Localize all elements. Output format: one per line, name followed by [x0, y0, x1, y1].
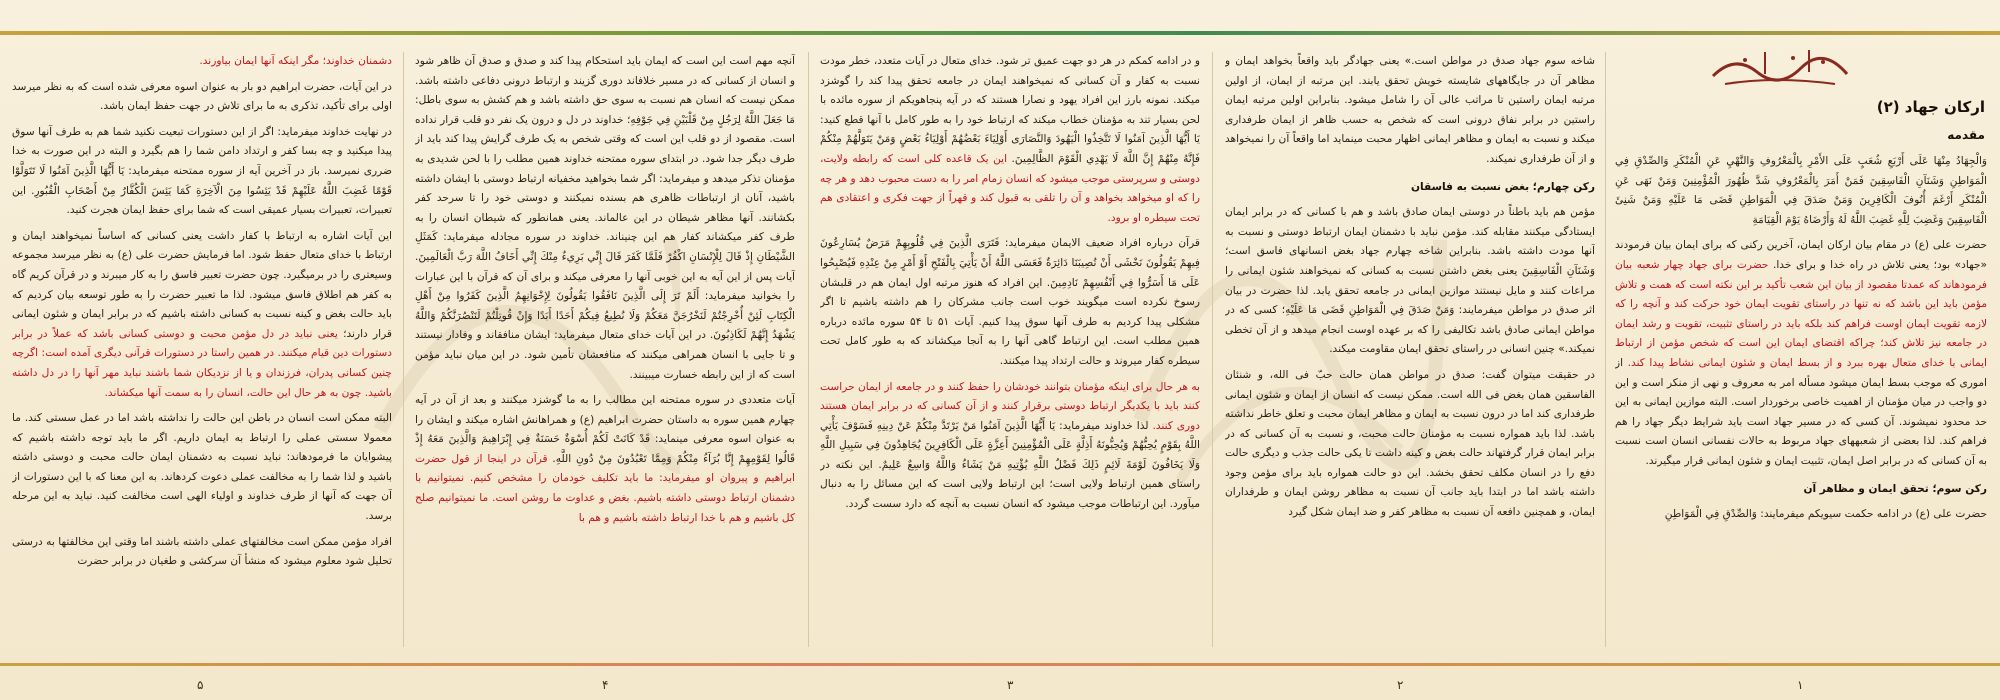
- highlighted-text: به هر حال برای اینکه مؤمنان بتوانند خودشان را حفظ کنند و در جامعه از ایمان حراست کنند باید با یکدیگر ارتباط دوستی برقرار کنند و از آن کسانی که در برابر ایمان هستند دوری کنند.: [820, 380, 1200, 432]
- bismillah-calligraphy-icon: [1705, 46, 1855, 92]
- paragraph: مؤمن هم باید باطناً در دوستی ایمان صادق باشد و هم با کسانی که در برابر ایمان ایستادگی میکنند مقابله کند. مؤمن نباید با دشمنان ایمان ارتباط دوستی و نسبت به آنها مودت داشته باشد. بنابراین شاخه چهارم جهاد بغض انسانهای فاسق است؛ وَشَنَآنِ الْفَاسِقِينَ یعنی بغض داشتن نسبت به کسانی که نمیخواهند شئون ایمانی را مراعات کنند و مایل نیستند موازین ایمانی در جامعه تحقق یابد. لذا حضرت در بیان اثر صدق در مواطن میفرمایند: وَمَنْ صَدَقَ فِي الْمَوَاطِنِ قَضَى مَا عَلَيْهِ؛ کسی که در مواطن ایمانی صادق باشد تکالیفی را که بر عهده اوست انجام میدهد و از آن تخطی نمیکند.» چنین انسانی در راستای تحقق ایمان مقاومت میکند.: [1225, 206, 1595, 356]
- paragraph: و در ادامه کمکم در هر دو جهت عمیق تر شود. خدای متعال در آیات متعدد، خطر مودت نسبت به کفار و آن کسانی که نمیخواهند ایمان در جامعه تحقق پیدا کند را گوشزد میکند. نمونه بارز این افراد یهود و نصارا هستند که در آیه پنجاهویکم از سوره مائده با لحن بسیار تند به مؤمنان خطاب میکند که ارتباط خود را به طور کامل با آنها قطع کنید: يَا أَيُّهَا الَّذِينَ آمَنُوا لَا تَتَّخِذُوا الْيَهُودَ وَالنَّصَارَى أَوْلِيَاءَ بَعْضُهُمْ أَوْلِيَاءُ بَعْضٍ وَمَنْ يَتَوَلَّهُمْ مِنْكُمْ فَإِنَّهُ مِنْهُمْ إِنَّ اللَّهَ لَا يَهْدِي الْقَوْمَ الظَّالِمِينَ. این یک قاعده کلی است که رابطه ولایت، دوستی و سرپرستی موجب میشود که انسان زمام امر را به دست محبوب دهد و هر چه را که او میخواهد بخواهد و آن را تلقی به قبول کند و قهراً از جهت فکری و اعتقادی هم تحت سیطره او برود.: [820, 55, 1200, 224]
- paragraph: حضرت علی (ع) در ادامه حکمت سیویکم میفرمایند: وَالصِّدْقِ فِي الْمَوَاطِنِ: [1664, 508, 1987, 521]
- top-border-line: [0, 31, 2000, 35]
- section-heading: رکن چهارم؛ بغض نسبت به فاسقان: [1410, 180, 1595, 193]
- highlighted-text: یعنی نباید در دل مؤمن محبت و دوستی کسانی باشد که عملاً در برابر دستورات دین قیام میکنند. در همین راستا در دستورات قرآنی دیگری آمده است: اگرچه چنین کسانی پدران، فرزندان و یا از نزدیکان شما باشند نباید مهر آنها را در دل داشته باشید. چون به هر حال این حالت، انسان را به سمت آنها میکشاند.: [12, 327, 392, 399]
- column-2: [1225, 52, 1595, 642]
- bottom-border-line: [0, 663, 2000, 666]
- page-number: ۵: [197, 678, 204, 692]
- hadith-text: وَالْجِهَادُ مِنْهَا عَلَى أَرْبَعِ شُعَبٍ عَلَى الأَمْرِ بِالْمَعْرُوفِ وَالنَّهْيِ عَنِ الْمُنْكَرِ وَالصِّدْقِ فِي الْمَوَاطِنِ وَشَنَآنِ الْفَاسِقِينَ فَمَنْ أَمَرَ بِالْمَعْرُوفِ شَدَّ ظُهُورَ الْمُؤْمِنِينَ وَمَنْ نَهَى عَنِ الْمُنْكَرِ أَرْغَمَ أُنُوفَ الْكَافِرِينَ وَمَنْ صَدَقَ فِي الْمَوَاطِنِ قَضَى مَا عَلَيْهِ وَمَنْ شَنِئَ الْفَاسِقِينَ وَغَضِبَ لِلَّهِ غَضِبَ اللَّهُ لَهُ وَأَرْضَاهُ يَوْمَ الْقِيَامَةِ: [1615, 155, 1987, 226]
- column-1: [1615, 152, 1987, 647]
- highlighted-text: این یک قاعده کلی است که رابطه ولایت، دوستی و سرپرستی موجب میشود که انسان زمام امر را به دست محبوب دهد و هر چه را که او میخواهد بخواهد و آن را تلقی به قبول کند و قهراً از جهت فکری و اعتقادی هم تحت سیطره او برود.: [820, 152, 1200, 224]
- paragraph: به هر حال برای اینکه مؤمنان بتوانند خودشان را حفظ کنند و در جامعه از ایمان حراست کنند باید با یکدیگر ارتباط دوستی برقرار کنند و از آن کسانی که در برابر ایمان هستند دوری کنند. لذا خداوند میفرماید: يَا أَيُّهَا الَّذِينَ آمَنُوا مَنْ يَرْتَدَّ مِنْكُمْ عَنْ دِينِهِ فَسَوْفَ يَأْتِي اللَّهُ بِقَوْمٍ يُحِبُّهُمْ وَيُحِبُّونَهُ أَذِلَّةٍ عَلَى الْمُؤْمِنِينَ أَعِزَّةٍ عَلَى الْكَافِرِينَ يُجَاهِدُونَ فِي سَبِيلِ اللَّهِ وَلَا يَخَافُونَ لَوْمَةَ لَائِمٍ ذَلِكَ فَضْلُ اللَّهِ يُؤْتِيهِ مَنْ يَشَاءُ وَاللَّهُ وَاسِعٌ عَلِيمٌ. این نکته در راستای همین ارتباط ولایی است؛ این ارتباط ولایی است که این مسائل را به دنبال میآورد. این ارتباطات موجب میشود که انسان نسبت به آنچه که دارد سست گردد.: [820, 380, 1200, 511]
- section-heading: رکن سوم؛ تحقق ایمان و مظاهر آن: [1803, 482, 1987, 495]
- highlighted-text: دشمنان خداوند؛ مگر اینکه آنها ایمان بیاورند.: [199, 55, 392, 67]
- column-divider: [1212, 52, 1213, 647]
- page-number: ۲: [1397, 678, 1404, 692]
- paragraph: افراد مؤمن ممکن است مخالفتهای عملی داشته باشند اما وقتی این مخالفتها به درستی تحلیل شود معلوم میشود که منشأ آن سرکشی و طغیان در برابر حضرت: [12, 535, 392, 568]
- page-number: ۴: [602, 678, 609, 692]
- column-4: [415, 52, 795, 642]
- paragraph: این آیات اشاره به ارتباط با کفار داشت یعنی کسانی که اساساً نمیخواهند ایمان و ارتباط با خدای متعال حفظ شود. اما فرمایش حضرت علی (ع) به نظر میرسد مجموعه وسیعتری را در برمیگیرد. چون حضرت تعبیر فاسق را به کار میبرند و در قرآن کریم گاه به کفر هم اطلاق فاسق میشود. لذا ما تعبیر حضرت را به طور توسعه بیان کردیم که باید حالت بغض و کینه نسبت به کسانی داشته باشیم که در برابر ایمان و شئون ایمانی قرار دارند؛ یعنی نباید در دل مؤمن محبت و دوستی کسانی باشد که عملاً در برابر دستورات دین قیام میکنند. در همین راستا در دستورات قرآنی دیگری آمده است: اگرچه چنین کسانی پدران، فرزندان و یا از نزدیکان شما باشند نباید مهر آنها را در دل داشته باشید. چون به هر حال این حالت، انسان را به سمت آنها میکشاند.: [12, 229, 392, 399]
- paragraph: آیات متعددی در سوره ممتحنه این مطالب را به ما گوشزد میکنند و بعد از آن در آیه چهارم همین سوره به داستان حضرت ابراهیم (ع) و همراهانش اشاره میکند و ایشان را به عنوان اسوه معرفی مینماید: قَدْ كَانَتْ لَكُمْ أُسْوَةٌ حَسَنَةٌ فِي إِبْرَاهِيمَ وَالَّذِينَ مَعَهُ إِذْ قَالُوا لِقَوْمِهِمْ إِنَّا بُرَآءُ مِنْكُمْ وَمِمَّا تَعْبُدُونَ مِنْ دُونِ اللَّهِ. قرآن در اینجا از قول حضرت ابراهیم و پیروان او میفرماید: ما باید تکلیف خودمان را مشخص کنیم. نمیتوانیم با دشمنان ارتباط دوستی داشته باشیم. بغض و عداوت ما روشن است. ما نمیتوانیم صلح کل باشیم و هم با خدا ارتباط داشته باشیم و هم با: [415, 394, 795, 524]
- paragraph: در نهایت خداوند میفرماید: اگر از این دستورات تبعیت نکنید شما هم به طرف آنها سوق پیدا میکنید و چه بسا کفر و ارتداد دامن شما را هم بگیرد و البته در این صورت به خدا ضرری نمیرسد. باز در آخرین آیه از سوره ممتحنه میفرماید: يَا أَيُّهَا الَّذِينَ آمَنُوا لَا تَتَوَلَّوْا قَوْمًا غَضِبَ اللَّهُ عَلَيْهِمْ قَدْ يَئِسُوا مِنَ الْآخِرَةِ كَمَا يَئِسَ الْكُفَّارُ مِنْ أَصْحَابِ الْقُبُورِ. این تعبیرات، تعبیرات بسیار عمیقی است که شما برای حفظ ایمان هجرت کنید.: [12, 125, 392, 217]
- highlighted-text: حضرت برای جهاد چهار شعبه بیان فرمودهاند که عمدتا مقصود از بیان این شعب تأکید بر این نکته است که همت و تلاش مؤمن باید این باشد که نه تنها در راستای تقویت ایمان خود حرکت کند و آنچه را که لازمه تقویت ایمان اوست فراهم کند بلکه باید در راستای تثبیت، تقویت و رشد ایمان در جامعه نیز تلاش کند؛ چراکه اقتضای ایمان این است که شخص مؤمن از ارتباط ایمانی با خدای متعال بهره ببرد و از بسط ایمان و شئون ایمانی نشاط پیدا کند.: [1615, 258, 1987, 369]
- column-divider: [808, 52, 809, 647]
- page-number: ۳: [1007, 678, 1014, 692]
- page-number: ۱: [1797, 678, 1804, 692]
- highlighted-text: قرآن در اینجا از قول حضرت ابراهیم و پیروان او میفرماید: ما باید تکلیف خودمان را مشخص کنیم. نمیتوانیم با دشمنان ارتباط دوستی داشته باشیم. بغض و عداوت ما روشن است. ما نمیتوانیم صلح کل باشیم و هم با خدا ارتباط داشته باشیم و هم با: [415, 452, 795, 524]
- column-divider: [403, 52, 404, 647]
- paragraph: در این آیات، حضرت ابراهیم دو بار به عنوان اسوه معرفی شده است که به نظر میرسد اولی برای تأکید، تذکری به ما برای تلاش در جهت حفظ ایمان باشد.: [12, 80, 392, 113]
- paragraph: قرآن درباره افراد ضعیف الایمان میفرماید: فَتَرَى الَّذِينَ فِي قُلُوبِهِمْ مَرَضٌ يُسَارِعُونَ فِيهِمْ يَقُولُونَ نَخْشَى أَنْ تُصِيبَنَا دَائِرَةٌ فَعَسَى اللَّهُ أَنْ يَأْتِيَ بِالْفَتْحِ أَوْ أَمْرٍ مِنْ عِنْدِهِ فَيُصْبِحُوا عَلَى مَا أَسَرُّوا فِي أَنْفُسِهِمْ نَادِمِينَ. این افراد که هنوز مرتبه اول ایمان هم در قلبشان رسوخ نکرده است میگویند خوب است جانب مشرکان را هم داشته باشیم تا اگر مشکلی پیدا کردیم به طرف آنها سوق پیدا کنیم. آیات ۵۱ تا ۵۴ سوره مائده درباره همین مطلب است. این ارتباط گاهی آنها را به آنجا میکشاند که به طور کامل تحت سیطره کفار میروند و حالت ارتداد پیدا میکنند.: [820, 237, 1200, 367]
- paragraph: شاخه سوم جهاد صدق در مواطن است.» یعنی جهادگر باید واقعاً بخواهد ایمان و مظاهر آن در جایگاههای شایسته خویش تحقق یابند. این مرتبه از ایمان، از اولین مرتبه ایمان راستین تا مراتب عالی آن را شامل میشود. بنابراین اولین مرتبه ایمان راستین در برابر نفاق درونی است که شخص به حسب ظاهر از ایمان طرفداری میکند و نسبت به ایمان و مظاهر ایمانی اظهار محبت مینماید اما واقعاً آن را نمیخواهد و از آن طرفداری نمیکند.: [1225, 55, 1595, 165]
- column-divider: [1605, 52, 1606, 647]
- title-block: [1625, 40, 1995, 150]
- column-5: [12, 52, 392, 642]
- section-title-intro: مقدمه: [1947, 128, 1985, 142]
- paragraph: در حقیقت میتوان گفت: صدق در مواطن همان حالت حبّ فی الله، و شنئان الفاسقین همان بغض فی الله است. ممکن نیست که انسان از ایمان و شئون ایمانی طرفداری کند اما در درون نسبت به ایمان و مظاهر ایمان محبت و تعلق خاطر نداشته باشد. لذا باید همواره نسبت به مؤمنان حالت محبت، و نسبت به آن کسانی که در برابر ایمان قرار گرفتهاند حالت بغض و کینه داشت تا یکی حالت جذب و دیگری حالت دفع را در انسان مکلف تحقق بخشد. این دو حالت همواره باید برای مؤمن وجود داشته باشد اما در ابتدا باید جانب آن نسبت به مظاهر روشن ایمان و طرفداران ایمان، و همچنین دافعه آن نسبت به مظاهر کفر و ضد ایمان شکل گیرد: [1225, 368, 1595, 519]
- column-3: [820, 52, 1200, 642]
- paragraph: حضرت علی (ع) در مقام بیان ارکان ایمان، آخرین رکنی که برای ایمان بیان فرمودند «جهاد» بود؛ یعنی تلاش در راه خدا و برای خدا. حضرت برای جهاد چهار شعبه بیان فرمودهاند که عمدتا مقصود از بیان این شعب تأکید بر این نکته است که همت و تلاش مؤمن باید این باشد که نه تنها در راستای تقویت ایمان خود حرکت کند و آنچه را که لازمه تقویت ایمان اوست فراهم کند بلکه باید در راستای تثبیت، تقویت و رشد ایمان در جامعه نیز تلاش کند؛ چراکه اقتضای ایمان این است که شخص مؤمن از ارتباط ایمانی با خدای متعال بهره ببرد و از بسط ایمان و شئون ایمانی نشاط پیدا کند. از اموری که موجب بسط ایمان میشود مسأله امر به معروف و نهی از منکر است و این دو واجب در میان مؤمنان از اهمیت خاصی برخوردار است. البته موازین ایمانی به این حد محدود نمیشوند. آن کسی که در مسیر جهاد است باید شرایط دیگر جهاد را هم فراهم کند. لذا بعضی از شعبههای جهاد مربوط به حالات نفسانی انسان است نسبت به آن کسانی که در برابر اصل ایمان، تثبیت ایمان و شئون ایمانی قرار میگیرند.: [1615, 239, 1987, 467]
- article-title: ارکان جهاد (۲): [1876, 98, 1985, 116]
- paragraph: البته ممکن است انسان در باطن این حالت را نداشته باشد اما در عمل سستی کند. ما معمولا سستی عملی را ارتباط به ایمان داریم. اگر ما باید توجه داشته باشیم که پیشوایان ما فرمودهاند: نباید نسبت به دشمنان ایمان حالت محبت و دوستی داشته باشید و لذا شما را به مخالفت عملی دعوت کردهاند. به این معنا که با این دستورات از آن جهت که آنها از طرف خداوند و اولیاء الهی است مخالفت کنید. نباید به این مرحله برسد.: [12, 412, 392, 523]
- paragraph: آنچه مهم است این است که ایمان باید استحکام پیدا کند و صدق و صدق آن ظاهر شود و انسان از کسانی که در مسیر خلافاند دوری گزیند و ارتباط درونی دفاعی داشته باشد. ممکن نیست که انسان هم نسبت به سوی حق داشته باشد و هم کشش به سوی باطل: مَا جَعَلَ اللَّهُ لِرَجُلٍ مِنْ قَلْبَيْنِ فِي جَوْفِهِ؛ خداوند در دل و درون یک نفر دو قلب قرار نداده است. مقصود از دو قلب این است که وقتی شخص به یک طرف گرایش پیدا کند باید از طرف دیگر جدا شود. در ابتدای سوره ممتحنه خداوند همین مطلب را با لحن شدیدی به مؤمنان تذکر میدهد و میفرماید: اگر شما بخواهید مخفیانه ارتباط دوستی با ایشان داشته باشید، آنان از ارتباطات ظاهری هم بسنده نمیکنند و دوستی خود را تا سرحد کفر بکشانند. آنها مظاهر شیطان در این عالماند. یعنی همانطور که شیطان انسان را به طرف کفر میکشاند کفار هم این چنیناند. خداوند در سوره مجادله میفرماید: كَمَثَلِ الشَّيْطَانِ إِذْ قَالَ لِلْإِنْسَانِ اكْفُرْ فَلَمَّا كَفَرَ قَالَ إِنِّي بَرِيءٌ مِنْكَ إِنِّي أَخَافُ اللَّهَ رَبَّ الْعَالَمِينَ. آیات پس از این آیه به این خوبی آنها را معرفی میکند و برای آن که قرآن با این عبارات را بخوانید میفرماید: أَلَمْ تَرَ إِلَى الَّذِينَ نَافَقُوا يَقُولُونَ لِإِخْوَانِهِمُ الَّذِينَ كَفَرُوا مِنْ أَهْلِ الْكِتَابِ لَئِنْ أُخْرِجْتُمْ لَنَخْرُجَنَّ مَعَكُمْ وَلَا نُطِيعُ فِيكُمْ أَحَدًا أَبَدًا وَإِنْ قُوتِلْتُمْ لَنَنْصُرَنَّكُمْ وَاللَّهُ يَشْهَدُ إِنَّهُمْ لَكَاذِبُونَ. در این آیات خدای متعال میفرماید: ایشان منافقاند و وفادار نیستند و تا جایی با انسان همراهی میکنند که منافعشان تأمین شود. در این میان نباید مؤمن است که از این رابطه خسارت میبینند.: [415, 55, 795, 381]
